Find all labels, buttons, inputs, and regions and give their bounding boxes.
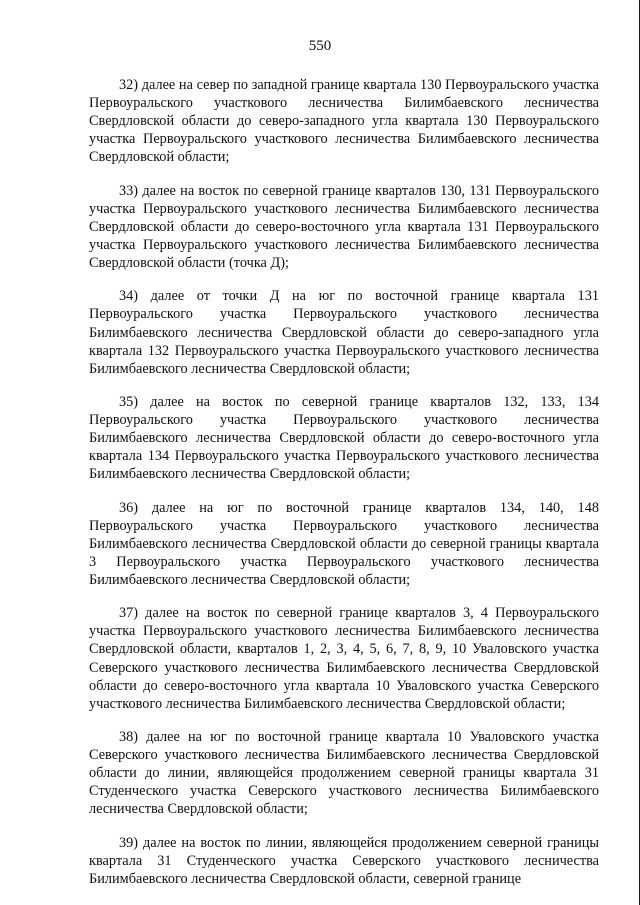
clause-39: 39) далее на восток по линии, являющейся продолжением северной границы квартала 31 Студенческого участка Северского участкового лесничества Билимбаевского лесничества Свердловской области, северной границе (89, 834, 599, 887)
clause-32: 32) далее на север по западной границе квартала 130 Первоуральского участка Первоуральского участкового лесничества Билимбаевского лесничества Свердловской области до северо-западного угла квартала 130 Первоуральского участка Первоуральского участкового лесничества Билимбаевского лесничества Свердловской области; (89, 77, 599, 166)
clause-34: 34) далее от точки Д на юг по восточной границе квартала 131 Первоуральского участка Первоуральского участкового лесничества Билимбаевского лесничества Свердловской области до северо-западного угла квартала 132 Первоуральского участка Первоуральского участкового лесничества Билимбаевского лесничества Свердловской области; (89, 288, 599, 377)
page-number: 550 (308, 38, 332, 54)
document-body (89, 76, 599, 888)
clause-36: 36) далее на юг по восточной границе кварталов 134, 140, 148 Первоуральского участка Первоуральского участкового лесничества Билимбаевского лесничества Свердловской области до северной границы квартала 3 Первоуральского участка Первоуральского участкового лесничества Билимбаевского лесничества Свердловской области; (89, 499, 599, 588)
clause-37: 37) далее на восток по северной границе кварталов 3, 4 Первоуральского участка Первоуральского участкового лесничества Билимбаевского лесничества Свердловской области, кварталов 1, 2, 3, 4, 5, 6, 7, 8, 9, 10 Уваловского участка Северского участкового лесничества Билимбаевского лесничества Свердловской области до северо-восточного угла квартала 10 Уваловского участка Северского участкового лесничества Билимбаевского лесничества Свердловской области; (89, 605, 599, 712)
clause-38: 38) далее на юг по восточной границе квартала 10 Уваловского участка Северского участкового лесничества Билимбаевского лесничества Свердловской области до линии, являющейся продолжением северной границы квартала 31 Студенческого участка Северского участкового лесничества Билимбаевского лесничества Свердловской области; (89, 729, 599, 818)
clause-33: 33) далее на восток по северной границе кварталов 130, 131 Первоуральского участка Первоуральского участкового лесничества Билимбаевского лесничества Свердловской области до северо-восточного угла квартала 131 Первоуральского участка Первоуральского участкового лесничества Билимбаевского лесничества Свердловской области (точка Д); (89, 182, 599, 272)
clause-35: 35) далее на восток по северной границе кварталов 132, 133, 134 Первоуральского участка Первоуральского участкового лесничества Билимбаевского лесничества Свердловской области до северо-восточного угла квартала 134 Первоуральского участка Первоуральского участкового лесничества Билимбаевского лесничества Свердловской области; (89, 393, 599, 483)
